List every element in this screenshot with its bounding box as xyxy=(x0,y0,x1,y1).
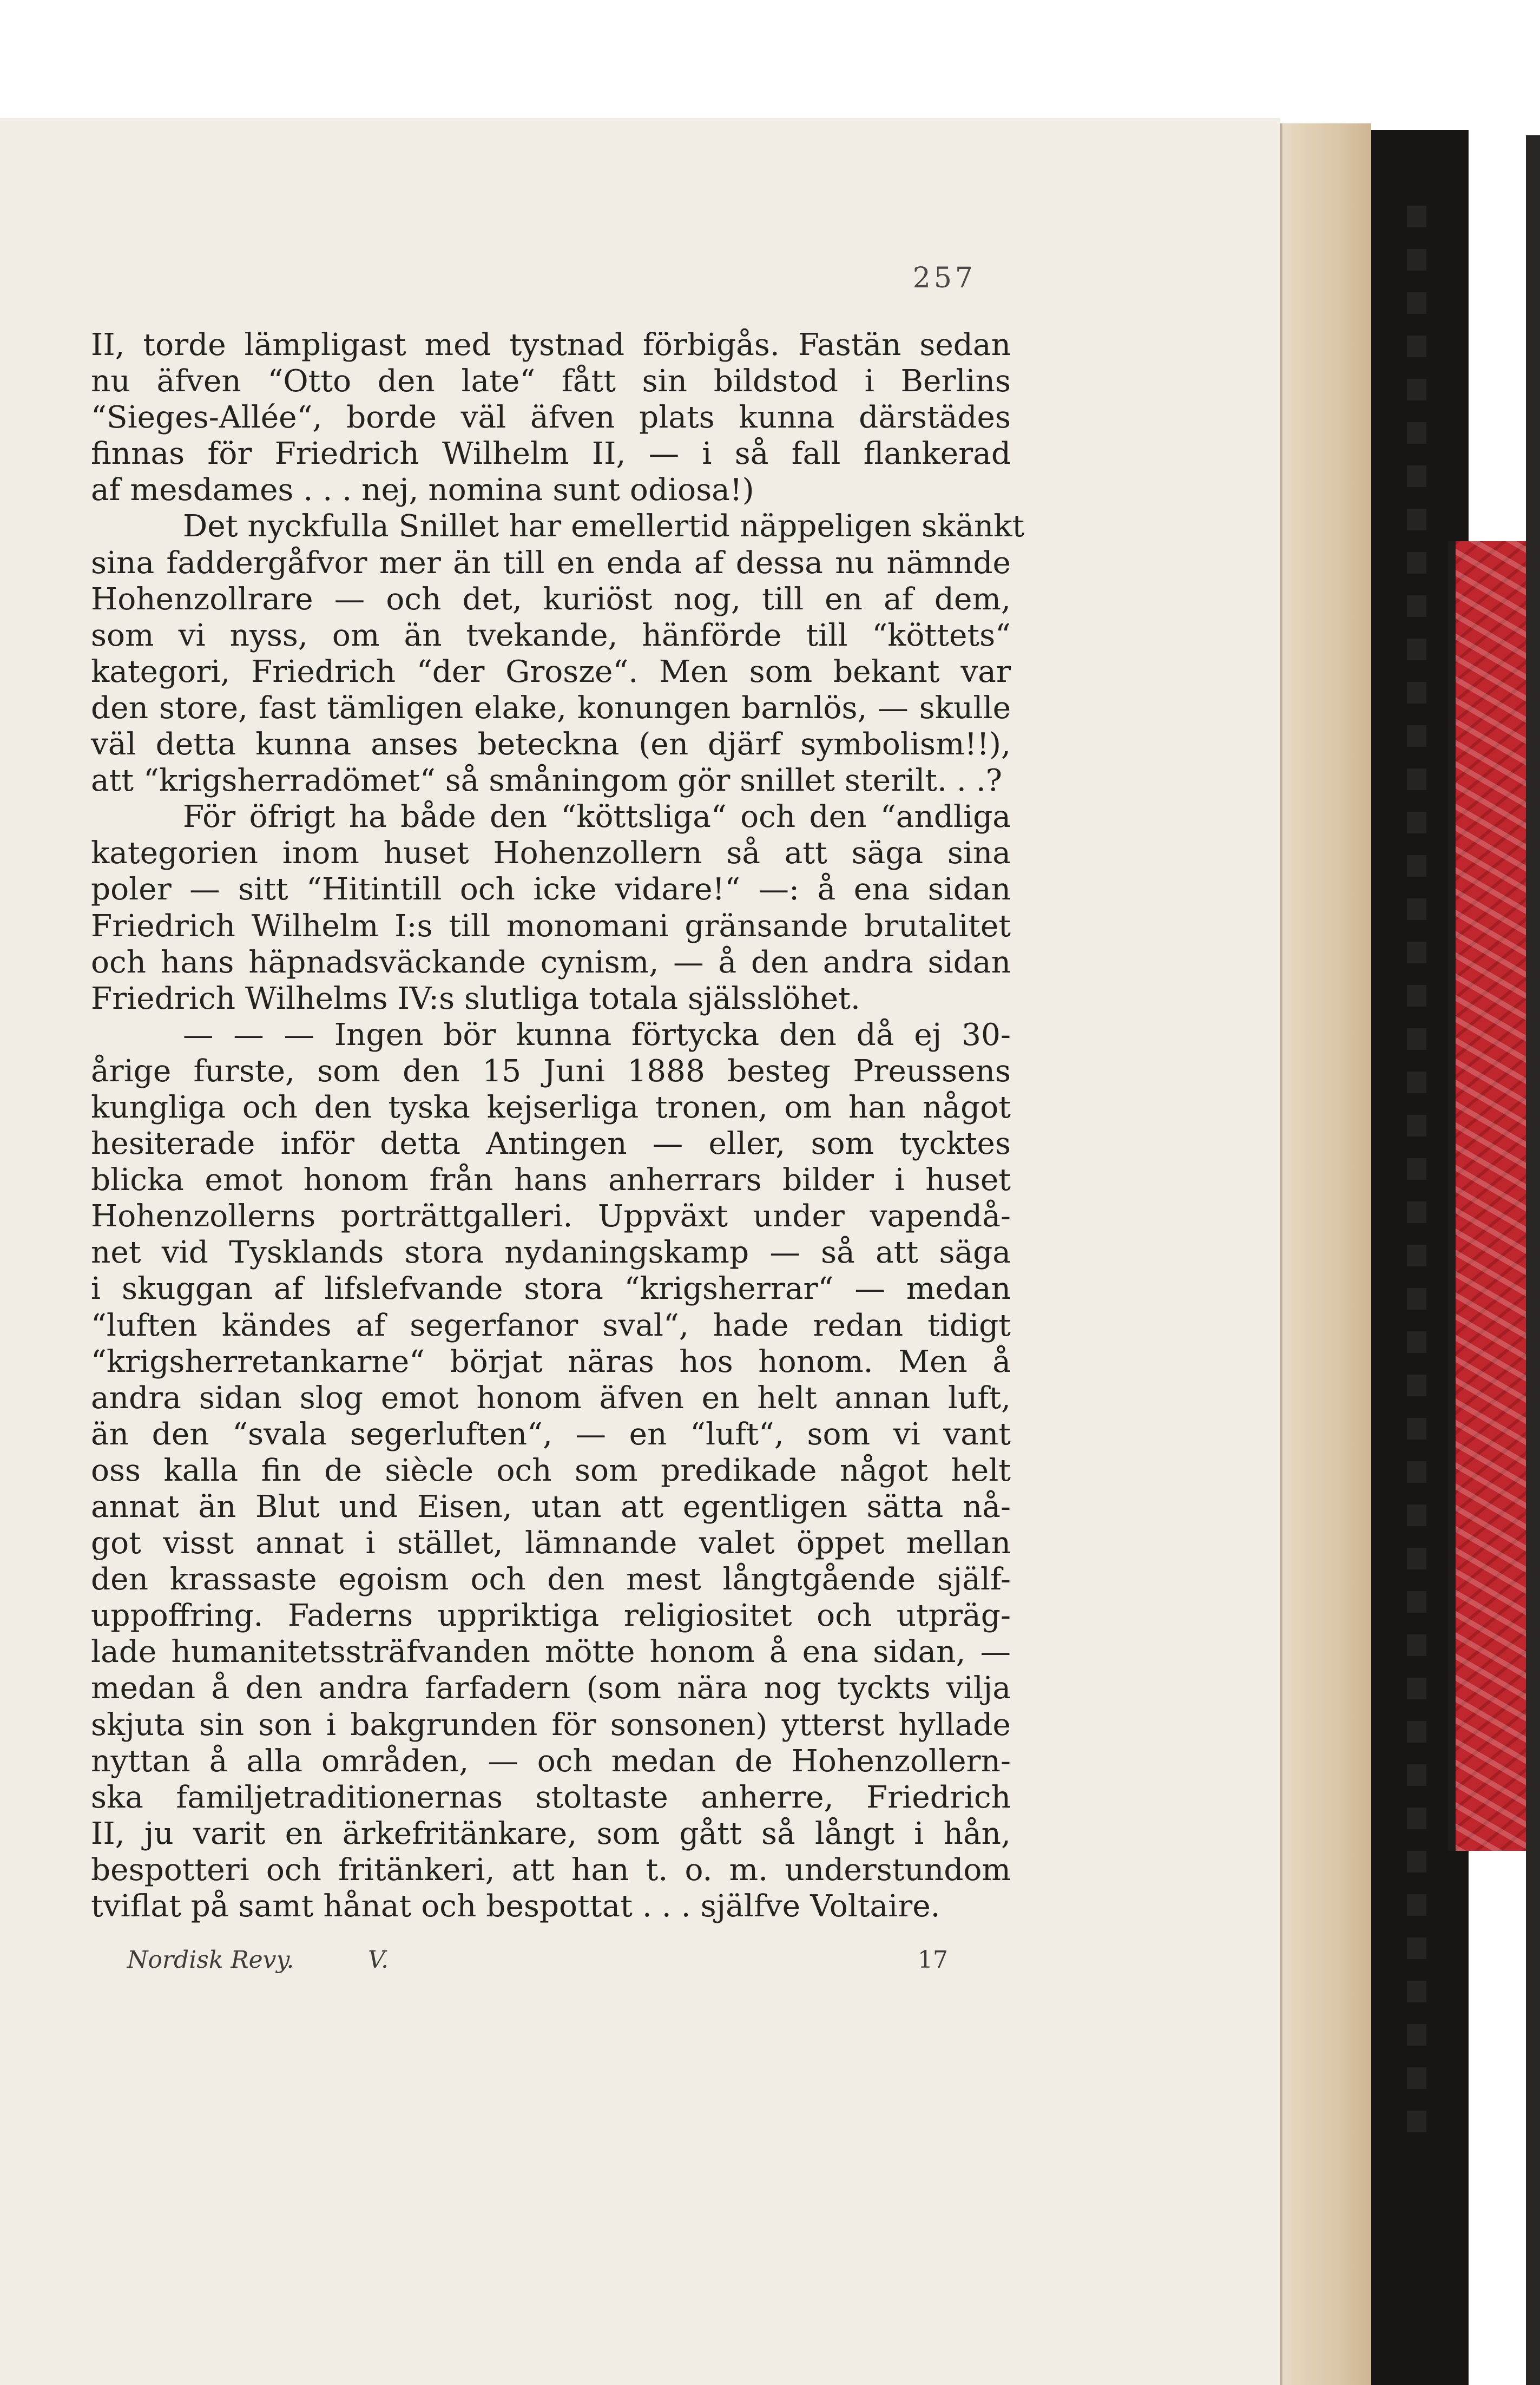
text-line: Det nyckfulla Snillet har emellertid näppeligen skänkt xyxy=(183,509,1025,544)
text-line: uppoffring. Faderns uppriktiga religiositet och utpräg- xyxy=(91,1598,1011,1634)
binding-spine xyxy=(1526,135,1540,2385)
text-line: Hohenzollerns porträttgalleri. Uppväxt under vapendå- xyxy=(91,1199,1011,1234)
text-line: att “krigsherradömet“ så småningom gör snillet sterilt. . .? xyxy=(91,763,1003,799)
text-line: tviflat på samt hånat och bespottat . . . själfve Voltaire. xyxy=(91,1889,940,1924)
text-line: kategori, Friedrich “der Grosze“. Men som bekant var xyxy=(91,654,1011,689)
text-line: den krassaste egoism och den mest långtgående själf- xyxy=(91,1562,1011,1598)
text-line: hesiterade inför detta Antingen — eller, som tycktes xyxy=(91,1126,1011,1162)
text-line: nu äfven “Otto den late“ fått sin bildstod i Berlins xyxy=(91,364,1011,399)
text-line: ska familjetraditionernas stoltaste anherre, Friedrich xyxy=(91,1779,1011,1815)
text-line: Friedrich Wilhelm I:s till monomani gränsande brutalitet xyxy=(91,908,1011,944)
text-line: årige furste, som den 15 Juni 1888 besteg Preussens xyxy=(91,1053,1011,1089)
text-line: än den “svala segerluften“, — en “luft“, som vi vant xyxy=(91,1416,1011,1452)
text-line: annat än Blut und Eisen, utan att egentligen sätta nå- xyxy=(91,1489,1011,1525)
text-line: II, torde lämpligast med tystnad förbigås. Fastän sedan xyxy=(91,327,1011,363)
text-line: — — — Ingen bör kunna förtycka den då ej 30- xyxy=(183,1017,1011,1053)
text-line: net vid Tysklands stora nydaningskamp — så att säga xyxy=(91,1235,1011,1271)
text-line: den store, fast tämligen elake, konungen barnlös, — skulle xyxy=(91,690,1011,726)
text-line: “krigsherretankarne“ börjat näras hos honom. Men å xyxy=(91,1344,1011,1379)
text-line: oss kalla fin de siècle och som predikade något helt xyxy=(91,1453,1011,1488)
text-line: andra sidan slog emot honom äfven en helt annan luft, xyxy=(91,1380,1011,1416)
text-line: nyttan å alla områden, — och medan de Hohenzollern- xyxy=(91,1743,1011,1779)
text-line: och hans häpnadsväckande cynism, — å den andra sidan xyxy=(91,944,1011,980)
page-number: 257 xyxy=(912,262,976,294)
text-line: skjuta sin son i bakgrunden för sonsonen) ytterst hyllade xyxy=(91,1707,1011,1743)
cover-texture xyxy=(1407,206,1426,2154)
body-text xyxy=(91,327,1025,1924)
text-line: kategorien inom huset Hohenzollern så att säga sina xyxy=(91,836,1011,871)
text-line: finnas för Friedrich Wilhelm II, — i så fall flankerad xyxy=(91,436,1011,472)
text-line: lade humanitetssträfvanden mötte honom å ena sidan, — xyxy=(91,1634,1011,1670)
text-line: bespotteri och fritänkeri, att han t. o. m. understundom xyxy=(91,1852,1011,1888)
text-line: sina faddergåfvor mer än till en enda af dessa nu nämnde xyxy=(91,545,1011,581)
volume-number: V. xyxy=(368,1946,389,1974)
sheet-number: 17 xyxy=(918,1946,948,1974)
page-block-edge xyxy=(1278,123,1371,2385)
text-line: “Sieges-Allée“, borde väl äfven plats kunna därstädes xyxy=(91,400,1011,436)
text-line: som vi nyss, om än tvekande, hänförde till “köttets“ xyxy=(91,617,1011,653)
text-line: poler — sitt “Hitintill och icke vidare!“ —: å ena sidan xyxy=(91,872,1011,908)
text-line: “luften kändes af segerfanor sval“, hade redan tidigt xyxy=(91,1308,1011,1343)
text-line: kungliga och den tyska kejserliga tronen, om han något xyxy=(91,1089,1011,1125)
text-line: Friedrich Wilhelms IV:s slutliga totala själsslöhet. xyxy=(91,981,860,1016)
text-line: medan å den andra farfadern (som nära nog tyckts vilja xyxy=(91,1671,1011,1706)
text-line: blicka emot honom från hans anherrars bilder i huset xyxy=(91,1162,1011,1198)
text-line: väl detta kunna anses beteckna (en djärf symbolism!!), xyxy=(91,727,1011,763)
text-line: För öfrigt ha både den “köttsliga“ och den “andliga xyxy=(183,799,1011,835)
text-line: i skuggan af lifslefvande stora “krigsherrar“ — medan xyxy=(91,1271,1011,1307)
text-line: II, ju varit en ärkefritänkare, som gått så långt i hån, xyxy=(91,1816,1011,1851)
text-line: got visst annat i stället, lämnande valet öppet mellan xyxy=(91,1526,1011,1561)
journal-signature: Nordisk Revy. xyxy=(127,1946,294,1974)
text-line: Hohenzollrare — och det, kuriöst nog, till en af dem, xyxy=(91,581,1011,617)
marbled-edge xyxy=(1456,541,1526,1851)
text-line: af mesdames . . . nej, nomina sunt odiosa!) xyxy=(91,472,754,508)
